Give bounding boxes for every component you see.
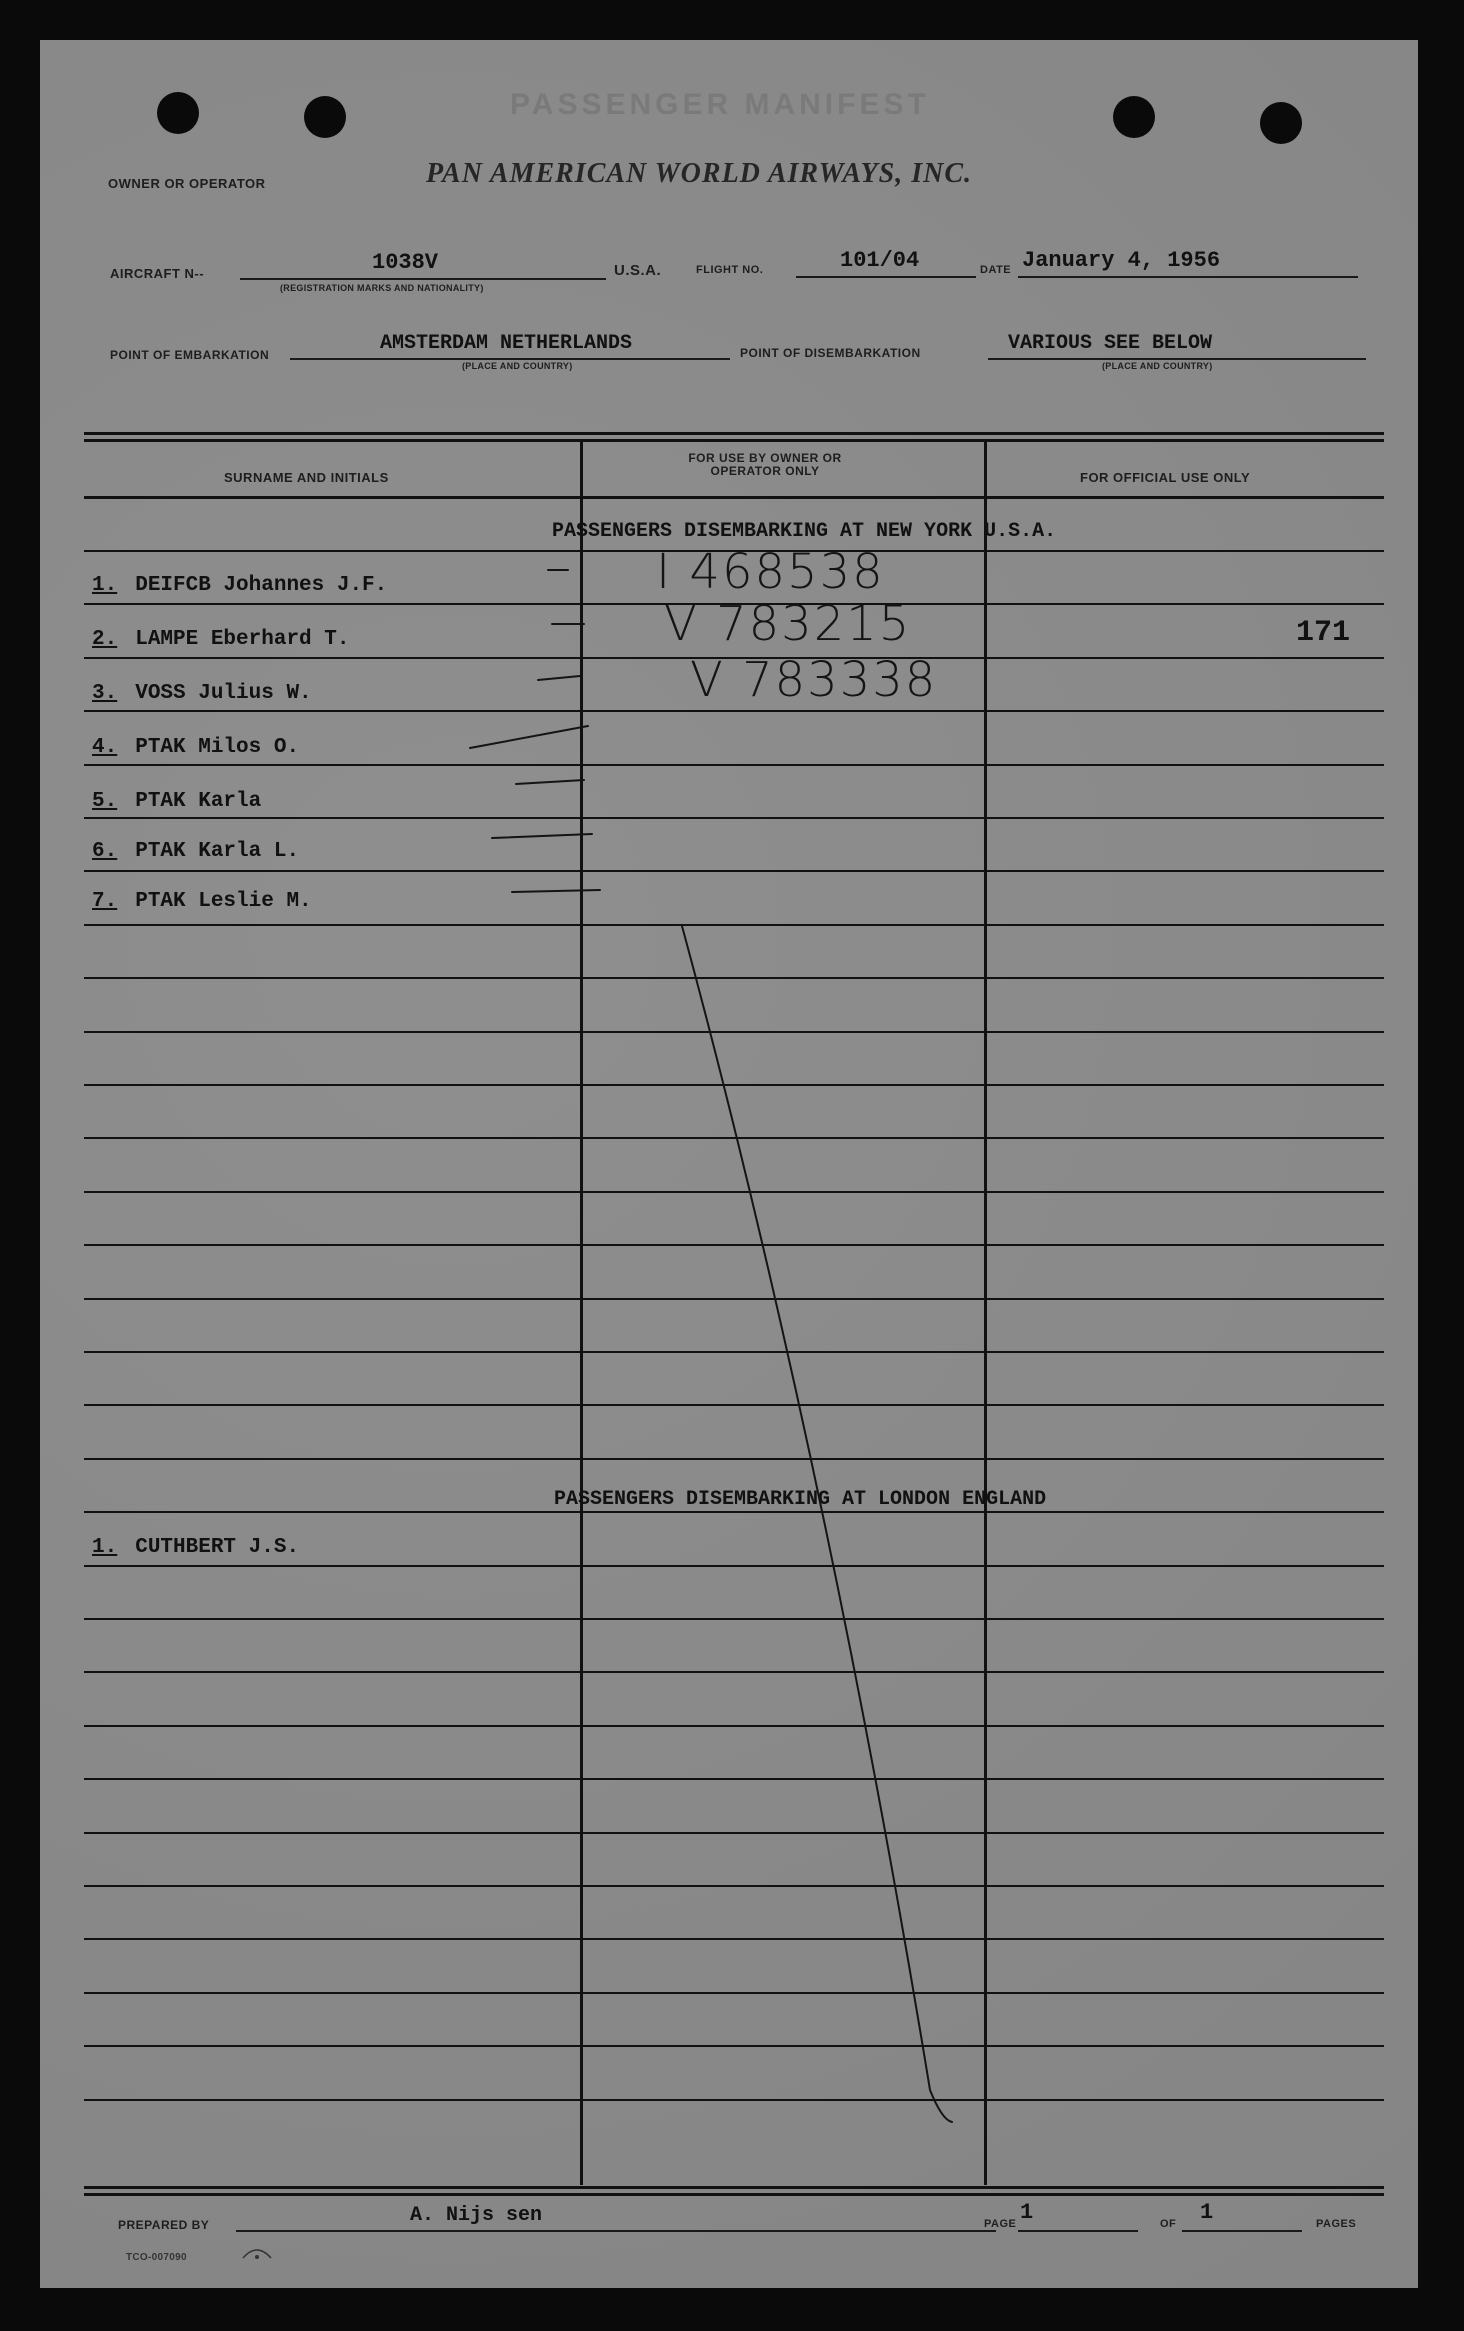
punch-hole xyxy=(1113,96,1155,138)
registration-caption: (REGISTRATION MARKS AND NATIONALITY) xyxy=(280,283,484,293)
column-divider-1 xyxy=(580,440,583,2185)
flight-label: FLIGHT NO. xyxy=(696,264,764,276)
date-label: DATE xyxy=(980,264,1012,276)
punch-hole xyxy=(157,92,199,134)
passenger-row: 3. VOSS Julius W. xyxy=(92,682,312,705)
row-rule xyxy=(84,1992,1384,1994)
row-rule xyxy=(84,1191,1384,1193)
row-rule xyxy=(84,1565,1384,1567)
pen-marks xyxy=(40,40,1418,2288)
prepared-value: A. Nijs sen xyxy=(410,2204,543,2227)
row-rule xyxy=(84,2099,1384,2101)
passenger-row: 5. PTAK Karla xyxy=(92,790,262,813)
col-official-header: FOR OFFICIAL USE ONLY xyxy=(1080,470,1251,485)
passenger-row: 4. PTAK Milos O. xyxy=(92,736,300,759)
row-rule xyxy=(84,1511,1384,1513)
passenger-row: 7. PTAK Leslie M. xyxy=(92,890,312,913)
row-rule xyxy=(84,1031,1384,1033)
airline-name: PAN AMERICAN WORLD AIRWAYS, INC. xyxy=(426,158,973,189)
aircraft-label: AIRCRAFT N-- xyxy=(110,266,205,281)
row-rule xyxy=(84,1671,1384,1673)
row-rule xyxy=(84,1725,1384,1727)
row-rule xyxy=(84,1404,1384,1406)
col-surname-header: SURNAME AND INITIALS xyxy=(224,470,389,485)
flight-value: 101/04 xyxy=(840,248,920,273)
page-field-line xyxy=(1018,2230,1138,2232)
row-rule xyxy=(84,977,1384,979)
handwritten-note: V 783215 xyxy=(664,596,912,652)
passenger-row: 2. LAMPE Eberhard T. xyxy=(92,628,350,651)
aircraft-value: 1038V xyxy=(372,250,439,275)
row-rule xyxy=(84,924,1384,926)
row-rule xyxy=(84,1137,1384,1139)
row-rule xyxy=(84,710,1384,712)
table-top-rule xyxy=(84,432,1384,435)
table-top-rule xyxy=(84,439,1384,442)
row-rule xyxy=(84,1885,1384,1887)
owner-label: OWNER OR OPERATOR xyxy=(108,176,266,191)
official-use-value: 171 xyxy=(1296,616,1351,650)
row-rule xyxy=(84,1458,1384,1460)
aircraft-field-line xyxy=(240,278,606,280)
column-divider-2 xyxy=(984,440,987,2185)
row-rule xyxy=(84,1084,1384,1086)
handwritten-note: I 468538 xyxy=(656,544,885,600)
disembarkation-value: VARIOUS SEE BELOW xyxy=(1008,332,1213,355)
col-owner-header: FOR USE BY OWNER OR OPERATOR ONLY xyxy=(688,451,842,478)
form-code: TCO-007090 xyxy=(126,2252,187,2263)
row-rule xyxy=(84,764,1384,766)
page-value: 1 xyxy=(1020,2200,1034,2225)
embarkation-field-line xyxy=(290,358,730,360)
embarkation-caption: (PLACE AND COUNTRY) xyxy=(462,361,573,371)
disembarkation-caption: (PLACE AND COUNTRY) xyxy=(1102,361,1213,371)
disembarkation-label: POINT OF DISEMBARKATION xyxy=(740,346,921,360)
embarkation-label: POINT OF EMBARKATION xyxy=(110,348,270,362)
row-rule xyxy=(84,1778,1384,1780)
flight-field-line xyxy=(796,276,976,278)
section-heading-london: PASSENGERS DISEMBARKING AT LONDON ENGLAND xyxy=(554,1488,1047,1511)
section-heading-new-york: PASSENGERS DISEMBARKING AT NEW YORK U.S.A. xyxy=(552,520,1057,543)
usa-label: U.S.A. xyxy=(614,262,662,279)
row-rule xyxy=(84,1832,1384,1834)
disembarkation-field-line xyxy=(988,358,1366,360)
of-label: OF xyxy=(1160,2218,1177,2230)
embarkation-value: AMSTERDAM NETHERLANDS xyxy=(380,332,633,355)
pages-label: PAGES xyxy=(1316,2218,1357,2230)
prepared-label: PREPARED BY xyxy=(118,2218,210,2232)
row-rule xyxy=(84,1618,1384,1620)
of-value: 1 xyxy=(1200,2200,1214,2225)
date-field-line xyxy=(1018,276,1358,278)
printer-mark-icon xyxy=(240,2240,274,2264)
handwritten-note: V 783338 xyxy=(690,652,938,708)
date-value: January 4, 1956 xyxy=(1022,248,1221,273)
table-bottom-rule xyxy=(84,2193,1384,2196)
punch-hole xyxy=(1260,102,1302,144)
punch-hole xyxy=(304,96,346,138)
manifest-sheet xyxy=(40,40,1418,2288)
of-field-line xyxy=(1182,2230,1302,2232)
row-rule xyxy=(84,1938,1384,1940)
row-rule xyxy=(84,2045,1384,2047)
row-rule xyxy=(84,1244,1384,1246)
row-rule xyxy=(84,870,1384,872)
table-bottom-rule xyxy=(84,2186,1384,2189)
row-rule xyxy=(84,1298,1384,1300)
prepared-field-line xyxy=(236,2230,996,2232)
row-rule xyxy=(84,817,1384,819)
manifest-title: PASSENGER MANIFEST xyxy=(510,88,930,121)
page-label: PAGE xyxy=(984,2218,1017,2230)
passenger-row: 1. DEIFCB Johannes J.F. xyxy=(92,574,388,597)
header-bottom-rule xyxy=(84,496,1384,499)
passenger-row: 1. CUTHBERT J.S. xyxy=(92,1536,300,1559)
row-rule xyxy=(84,1351,1384,1353)
passenger-row: 6. PTAK Karla L. xyxy=(92,840,300,863)
